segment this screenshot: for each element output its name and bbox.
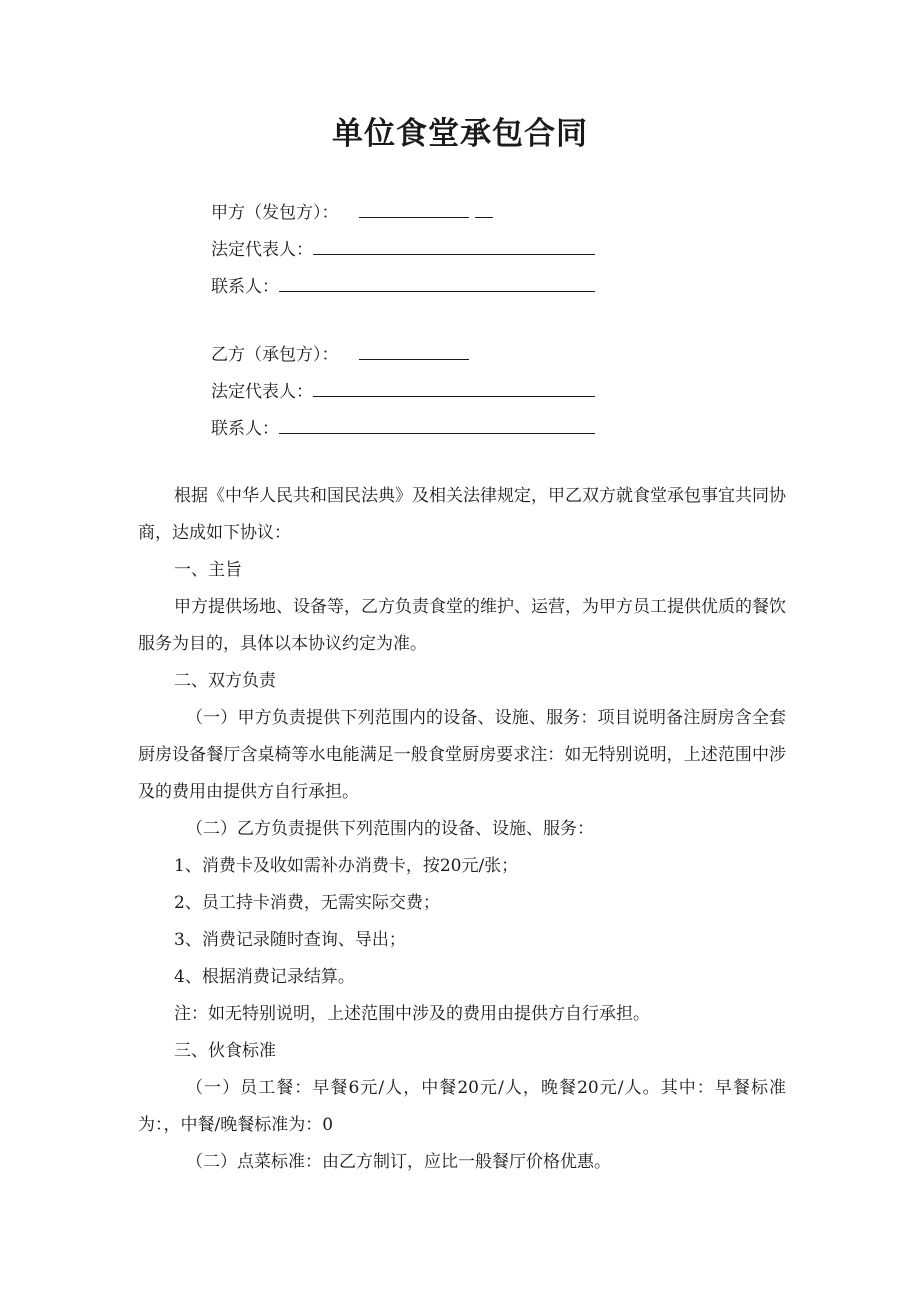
section-2-item-2: （二）乙方负责提供下列范围内的设备、设施、服务： <box>186 819 594 839</box>
party-b-blank[interactable] <box>359 341 469 360</box>
list-item: 4、根据消费记录结算。 <box>174 967 355 987</box>
party-b-row <box>211 337 631 374</box>
party-a-block <box>211 195 631 306</box>
section-heading-1: 一、主旨 <box>174 560 242 580</box>
party-b-rep-row <box>211 374 631 411</box>
preamble-paragraph: 根据《中华人民共和国民法典》及相关法律规定，甲乙双方就食堂承包事宜共同协商，达成如下协议： <box>138 486 786 543</box>
party-a-label: 甲方（发包方）： <box>211 203 339 223</box>
party-a-blank-extra[interactable] <box>475 199 493 218</box>
note-paragraph: 注：如无特别说明，上述范围中涉及的费用由提供方自行承担。 <box>174 1004 650 1024</box>
section-3-item-1: （一）员工餐：早餐6元/人，中餐20元/人，晚餐20元/人。其中：早餐标准为：，中餐/晚餐标准为：0 <box>138 1078 786 1135</box>
party-b-contact-row <box>211 411 631 448</box>
document-title: 单位食堂承包合同 <box>332 116 588 152</box>
party-b-rep-label: 法定代表人： <box>211 382 313 402</box>
party-b-contact-blank[interactable] <box>279 415 595 434</box>
party-a-rep-label: 法定代表人： <box>211 240 313 260</box>
party-a-contact-blank[interactable] <box>279 273 595 292</box>
party-b-block <box>211 337 631 448</box>
party-b-label: 乙方（承包方）： <box>211 345 339 365</box>
party-b-contact-label: 联系人： <box>211 419 279 439</box>
party-b-rep-blank[interactable] <box>313 378 595 397</box>
contract-body <box>138 478 786 1181</box>
section-heading-2: 二、双方负责 <box>174 671 276 691</box>
section-heading-3: 三、伙食标准 <box>174 1041 276 1061</box>
section-3-item-2: （二）点菜标准：由乙方制订，应比一般餐厅价格优惠。 <box>186 1152 611 1172</box>
party-a-rep-row <box>211 232 631 269</box>
party-a-row <box>211 195 631 232</box>
section-1-paragraph: 甲方提供场地、设备等，乙方负责食堂的维护、运营，为甲方员工提供优质的餐饮服务为目的，具体以本协议约定为准。 <box>138 597 786 654</box>
party-a-rep-blank[interactable] <box>313 236 595 255</box>
list-item: 3、消费记录随时查询、导出； <box>174 930 406 950</box>
party-a-contact-label: 联系人： <box>211 277 279 297</box>
list-item: 2、员工持卡消费，无需实际交费； <box>174 893 440 913</box>
party-a-contact-row <box>211 269 631 306</box>
section-2-item-1: （一）甲方负责提供下列范围内的设备、设施、服务：项目说明备注厨房含全套厨房设备餐厅含桌椅等水电能满足一般食堂厨房要求注：如无特别说明，上述范围中涉及的费用由提供方自行承担。 <box>138 708 786 802</box>
party-a-blank[interactable] <box>359 199 469 218</box>
list-item: 1、消费卡及收如需补办消费卡，按20元/张； <box>174 856 519 876</box>
